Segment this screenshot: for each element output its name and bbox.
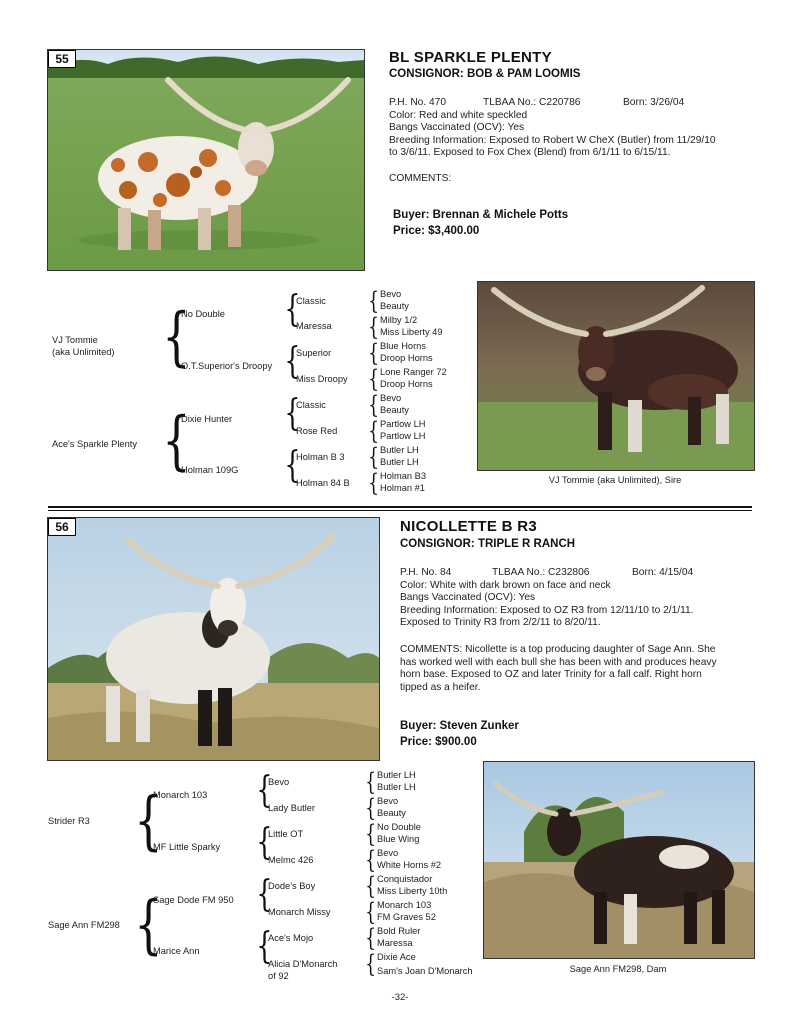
pedigree-g2: Holman 109G [181, 465, 239, 475]
pedigree-g3: of 92 [268, 971, 289, 981]
pedigree-brace: { [256, 926, 273, 967]
pedigree-g4: Holman #1 [380, 483, 425, 493]
pedigree-g4: Sam's Joan D'Monarch [377, 966, 473, 976]
price: Price: $900.00 [400, 736, 477, 748]
pedigree-g4: Lone Ranger 72 [380, 367, 447, 377]
pedigree-g4: Butler LH [380, 445, 419, 455]
comments-line-2: has worked well with each bull she has been with and produces heavy [400, 656, 717, 668]
bangs-line: Bangs Vaccinated (OCV): Yes [400, 592, 536, 604]
pedigree-g4: Blue Horns [380, 341, 426, 351]
consignor: CONSIGNOR: TRIPLE R RANCH [400, 538, 576, 550]
pedigree-brace: { [365, 768, 376, 796]
pedigree-g3: Monarch Missy [268, 907, 331, 917]
pedigree-g4: Partlow LH [380, 419, 426, 429]
pedigree-g3: Dode's Boy [268, 881, 316, 891]
pedigree-g4: Miss Liberty 10th [377, 886, 448, 896]
pedigree-g4: Beauty [377, 808, 406, 818]
pedigree-sire: Strider R3 [48, 816, 90, 826]
sire-caption: VJ Tommie (aka Unlimited), Sire [548, 475, 682, 485]
price: Price: $3,400.00 [393, 225, 480, 237]
pedigree-brace: { [284, 393, 301, 434]
pedigree-g4: Conquistador [377, 874, 433, 884]
comments-line-4: tipped as a heifer. [400, 681, 481, 693]
cow-photo-lot-55 [47, 49, 365, 271]
pedigree-g3: Classic [296, 296, 326, 306]
ph-number: P.H. No. 470 [389, 97, 447, 108]
page-number: -32- [391, 992, 409, 1003]
pedigree-g2: MF Little Sparky [153, 842, 221, 852]
pedigree-brace: { [284, 445, 301, 486]
pedigree-g2: O.T.Superior's Droopy [181, 361, 273, 371]
pedigree-g4: Holman B3 [380, 471, 426, 481]
pedigree-g4: Droop Horns [380, 379, 433, 389]
section-divider-thin [48, 510, 752, 511]
pedigree-g3: Holman B 3 [296, 452, 345, 462]
pedigree-g4: Maressa [377, 938, 413, 948]
cow-photo-lot-56 [47, 517, 380, 761]
pedigree-g3: Bevo [268, 777, 290, 787]
pedigree-brace: { [368, 313, 379, 341]
pedigree-g4: Milby 1/2 [380, 315, 418, 325]
pedigree-brace: { [365, 924, 376, 952]
pedigree-sire: VJ Tommie [52, 335, 98, 345]
born-date: Born: 3/26/04 [623, 97, 685, 108]
ph-number: P.H. No. 84 [400, 567, 452, 578]
pedigree-g4: Bevo [380, 289, 402, 299]
pedigree-brace: { [368, 417, 379, 445]
pedigree-g3: Ace's Mojo [268, 933, 314, 943]
pedigree-brace: { [162, 404, 191, 478]
pedigree-g3: Superior [296, 348, 332, 358]
pedigree-brace: { [368, 443, 379, 471]
pedigree-g4: Beauty [380, 301, 409, 311]
lot-info [400, 567, 760, 694]
pedigree-g3: Holman 84 B [296, 478, 350, 488]
color-line: Color: White with dark brown on face and neck [400, 579, 611, 591]
tlbaa-number: TLBAA No.: C220786 [483, 97, 581, 108]
pedigree-g4: FM Graves 52 [377, 912, 436, 922]
pedigree-brace: { [256, 874, 273, 915]
pedigree-g4: Butler LH [377, 782, 416, 792]
buyer: Buyer: Brennan & Michele Potts [393, 209, 569, 221]
pedigree-g4: Miss Liberty 49 [380, 327, 443, 337]
pedigree-g4: Butler LH [377, 770, 416, 780]
pedigree-g3: Miss Droopy [296, 374, 348, 384]
section-divider [48, 506, 752, 508]
pedigree-brace: { [368, 365, 379, 393]
pedigree-g4: Dixie Ace [377, 952, 416, 962]
pedigree-g4: Bevo [377, 796, 399, 806]
color-line: Color: Red and white speckled [389, 109, 528, 121]
comments-label: COMMENTS: [389, 172, 452, 184]
lot-number-badge: 55 [48, 50, 76, 68]
pedigree-g4: Monarch 103 [377, 900, 432, 910]
breeding-line-2: Exposed to Trinity R3 from 2/2/11 to 8/20/11. [400, 617, 601, 629]
pedigree-brace: { [365, 846, 376, 874]
pedigree-brace: { [365, 898, 376, 926]
pedigree-g4: Bevo [380, 393, 402, 403]
pedigree-brace: { [365, 820, 376, 848]
pedigree-g4: Partlow LH [380, 431, 426, 441]
pedigree-dam: Ace's Sparkle Plenty [52, 439, 137, 449]
pedigree-brace: { [256, 770, 273, 811]
pedigree-brace: { [256, 822, 273, 863]
pedigree-g2: Dixie Hunter [181, 414, 233, 424]
pedigree-g3: Melmc 426 [268, 855, 314, 865]
lot-number-badge: 56 [48, 518, 76, 536]
lot-title: NICOLLETTE B R3 [400, 518, 538, 535]
pedigree-brace: { [368, 391, 379, 419]
pedigree-g4: No Double [377, 822, 421, 832]
buyer: Buyer: Steven Zunker [400, 720, 519, 732]
pedigree-dam: Sage Ann FM298 [48, 920, 120, 930]
pedigree-brace: { [284, 289, 301, 330]
pedigree-g4: Droop Horns [380, 353, 433, 363]
consignor: CONSIGNOR: BOB & PAM LOOMIS [389, 68, 581, 80]
sire-photo [477, 281, 755, 471]
tlbaa-number: TLBAA No.: C232806 [492, 567, 590, 578]
pedigree-brace: { [134, 784, 163, 858]
pedigree-brace: { [365, 950, 376, 978]
pedigree-g3: Classic [296, 400, 326, 410]
pedigree-brace: { [368, 287, 379, 315]
dam-photo [483, 761, 755, 959]
born-date: Born: 4/15/04 [632, 567, 694, 578]
lot-title: BL SPARKLE PLENTY [389, 49, 552, 66]
pedigree-g4: Butler LH [380, 457, 419, 467]
comments-line-3: horn base. Exposed to OZ and later Trinity for a fall calf. Right horn [400, 669, 702, 681]
pedigree-brace: { [368, 339, 379, 367]
pedigree-g4: Bevo [377, 848, 399, 858]
pedigree-g3: Rose Red [296, 426, 338, 436]
comments-line-1: COMMENTS: Nicollette is a top producing daughter of Sage Ann. She [400, 643, 716, 655]
lot-info [389, 97, 759, 186]
pedigree-g3: Little OT [268, 829, 304, 839]
pedigree-brace: { [365, 872, 376, 900]
pedigree-g4: Beauty [380, 405, 409, 415]
breeding-line-2: to 3/6/11. Exposed to Fox Chex (Blend) from 6/1/11 to 6/15/11. [389, 147, 671, 159]
pedigree-g2: No Double [181, 309, 225, 319]
pedigree-g4: Bold Ruler [377, 926, 421, 936]
pedigree-g2: Sage Dode FM 950 [153, 895, 234, 905]
pedigree-brace: { [284, 341, 301, 382]
pedigree-brace: { [368, 469, 379, 497]
pedigree-brace: { [365, 794, 376, 822]
pedigree-g4: White Horns #2 [377, 860, 442, 870]
pedigree-sire-alias: (aka Unlimited) [52, 347, 115, 357]
pedigree-g3: Lady Butler [268, 803, 316, 813]
pedigree-g2: Marice Ann [153, 946, 200, 956]
bangs-line: Bangs Vaccinated (OCV): Yes [389, 122, 525, 134]
pedigree-g3: Alicia D'Monarch [268, 959, 338, 969]
pedigree-g3: Maressa [296, 321, 332, 331]
breeding-line-1: Breeding Information: Exposed to OZ R3 from 12/11/10 to 2/1/11. [400, 604, 694, 616]
breeding-line-1: Breeding Information: Exposed to Robert W ChеX (Butler) from 11/29/10 [389, 134, 716, 146]
pedigree-brace: { [162, 300, 191, 374]
pedigree-g4: Blue Wing [377, 834, 420, 844]
pedigree-brace: { [134, 888, 163, 962]
pedigree-g2: Monarch 103 [153, 790, 208, 800]
dam-caption: Sage Ann FM298, Dam [569, 964, 667, 974]
